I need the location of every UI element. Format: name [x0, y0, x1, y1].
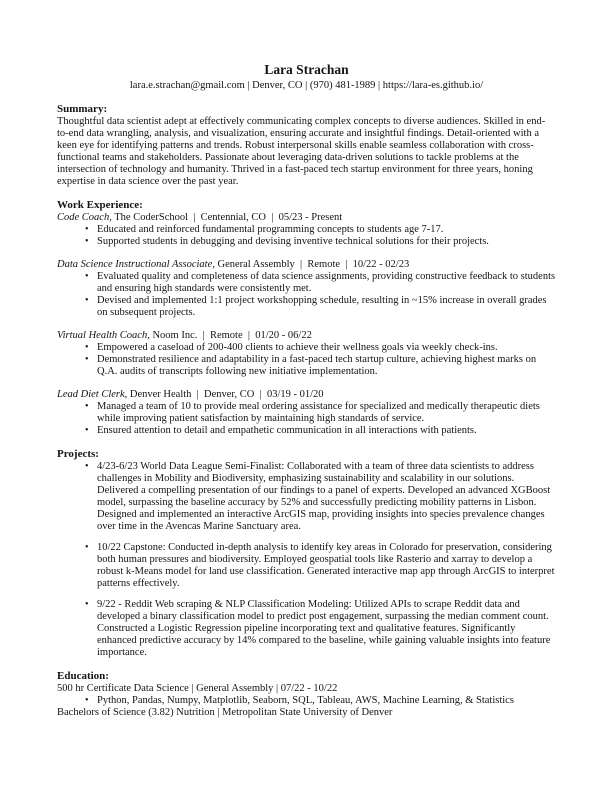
job-bullet: • Empowered a caseload of 200-400 clients to achieve their wellness goals via weekly check-ins. [57, 342, 556, 354]
job-title: Virtual Health Coach [57, 330, 148, 341]
education-certificate-line: 500 hr Certificate Data Science | General Assembly | 07/22 - 10/22 [57, 683, 338, 694]
section-heading-projects: Projects: [57, 448, 99, 460]
job-bullet: • Managed a team of 10 to provide meal ordering assistance for specialized and medically therapeutic diets while improving patient satisfaction by maintaining high standards of service. [57, 401, 556, 425]
job-title-line [57, 212, 556, 224]
job-entry [57, 259, 556, 319]
job-title-line [57, 259, 556, 271]
project-bullet: • 4/23-6/23 World Data League Semi-Finalist: Collaborated with a team of three data scientists to address challenges in Mobility and Biodiversity, emphasizing sustainability and scalability in our solutions. Delivered a compelling presentation of our findings to a panel of experts. Developed an advanced XGBoost model, surpassing the baseline accuracy by 52% and successfully predicting mobility patterns in Lisbon. Designed and implemented an interactive ArcGIS map, providing insights into species prevalence changes over time in the Avencas Marine Sanctuary area. [57, 461, 556, 533]
job-entry [57, 330, 556, 378]
job-meta: , Noom Inc. | Remote | 01/20 - 06/22 [147, 330, 312, 341]
job-meta: , Denver Health | Denver, CO | 03/19 - 01/20 [124, 389, 324, 400]
job-meta: , The CoderSchool | Centennial, CO | 05/23 - Present [109, 212, 343, 223]
job-title: Code Coach [57, 212, 110, 223]
job-bullet: • Ensured attention to detail and empathetic communication in all interactions with patients. [57, 425, 556, 437]
project-bullet: • 9/22 - Reddit Web scraping & NLP Classification Modeling: Utilized APIs to scrape Reddit data and developed a binary classification model to predict post engagement, surpassing the median comment count. Constructed a Logistic Regression pipeline incorporating text and qualitative features. Significantly enhanced predictive accuracy by 14% compared to the baseline, while gaining valuable insights into feature importance. [57, 599, 556, 659]
section-heading-summary: Summary: [57, 103, 108, 115]
education-degree-line: Bachelors of Science (3.82) Nutrition | Metropolitan State University of Denver [57, 707, 393, 718]
education-skills-bullet: • Python, Pandas, Numpy, Matplotlib, Seaborn, SQL, Tableau, AWS, Machine Learning, & Statistics [57, 695, 556, 707]
job-title: Data Science Instructional Associate [57, 259, 213, 270]
summary-text: Thoughtful data scientist adept at effectively communicating complex concepts to diverse audiences. Skilled in end-to-end data wrangling, analysis, and visualization, ensuring accurate and insightful findings. Detail-oriented with a keen eye for identifying patterns and trends. Robust interpersonal skills enable seamless collaboration with cross-functional teams and stakeholders. Passionate about leveraging data-driven solutions to tackle problems at the intersection of technology and humanity. Thrived in a fast-paced tech startup environment for three years, honing expertise in data science over the past year. [57, 116, 546, 187]
job-entry [57, 389, 556, 437]
section-heading-education: Education: [57, 670, 109, 682]
job-bullet: • Supported students in debugging and devising inventive technical solutions for their projects. [57, 236, 556, 248]
job-bullet: • Devised and implemented 1:1 project workshopping schedule, resulting in ~15% increase in overall grades on subsequent projects. [57, 295, 556, 319]
contact-line: lara.e.strachan@gmail.com | Denver, CO | (970) 481-1989 | https://lara-es.github.io/ [129, 80, 484, 91]
job-bullet: • Educated and reinforced fundamental programming concepts to students age 7-17. [57, 224, 556, 236]
job-bullet: • Demonstrated resilience and adaptability in a fast-paced tech startup culture, achieving highest marks on Q.A. audits of transcripts following new initiative implementation. [57, 354, 556, 378]
job-bullet: • Evaluated quality and completeness of data science assignments, providing constructive feedback to students and ensuring high standards were consistently met. [57, 271, 556, 295]
section-heading-work-experience: Work Experience: [57, 199, 143, 211]
person-name: Lara Strachan [264, 62, 349, 77]
job-title-line [57, 389, 556, 401]
job-meta: , General Assembly | Remote | 10/22 - 02/23 [212, 259, 410, 270]
job-entry [57, 212, 556, 248]
project-bullet: • 10/22 Capstone: Conducted in-depth analysis to identify key areas in Colorado for preservation, considering both human pressures and biodiversity. Employed geospatial tools like Rasterio and xarray to develop a robust k-Means model for land use classification. Generated interactive map app through ArcGIS to interpret patterns effectively. [57, 542, 556, 590]
job-title-line [57, 330, 556, 342]
job-title: Lead Diet Clerk [57, 389, 125, 400]
